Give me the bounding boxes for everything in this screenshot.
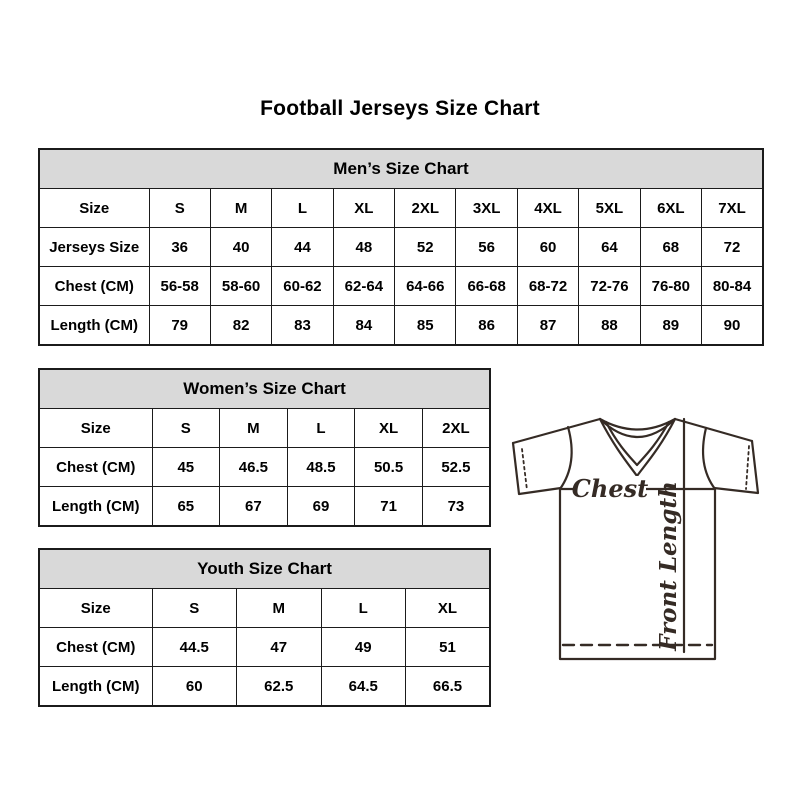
jersey-left-cuff-stitch (522, 449, 527, 490)
jersey-right-shoulder-line (675, 419, 752, 441)
youth-size-table (38, 548, 491, 707)
data-cell: 85 (395, 306, 456, 346)
data-cell: 79 (149, 306, 210, 346)
row-label: Size (39, 589, 152, 628)
data-cell: 46.5 (220, 448, 288, 487)
data-cell: 89 (640, 306, 701, 346)
data-cell: 87 (517, 306, 578, 346)
jersey-left-sleeve (513, 443, 561, 494)
data-cell: L (321, 589, 406, 628)
jersey-collar-back-arc-2 (600, 419, 675, 437)
data-cell: 86 (456, 306, 517, 346)
row-label: Length (CM) (39, 487, 152, 527)
data-cell: 80-84 (702, 267, 763, 306)
row-label: Length (CM) (39, 667, 152, 707)
data-cell: 4XL (517, 189, 578, 228)
data-cell: 90 (702, 306, 763, 346)
row-label: Chest (CM) (39, 267, 149, 306)
data-cell: 48 (333, 228, 394, 267)
data-cell: 69 (287, 487, 355, 527)
data-cell: 60 (152, 667, 237, 707)
data-cell: S (152, 409, 220, 448)
row-label: Chest (CM) (39, 628, 152, 667)
data-cell: S (152, 589, 237, 628)
data-cell: L (272, 189, 333, 228)
data-cell: XL (333, 189, 394, 228)
youth-table-title: Youth Size Chart (39, 549, 490, 589)
data-cell: M (210, 189, 271, 228)
womens-size-table (38, 368, 491, 527)
data-cell: 44 (272, 228, 333, 267)
data-cell: 60-62 (272, 267, 333, 306)
front-length-label: Front Length (655, 481, 682, 651)
data-cell: 44.5 (152, 628, 237, 667)
data-cell: 49 (321, 628, 406, 667)
data-cell: 50.5 (355, 448, 423, 487)
data-cell: 72-76 (579, 267, 640, 306)
data-cell: 68 (640, 228, 701, 267)
data-cell: 52.5 (422, 448, 490, 487)
data-cell: 51 (406, 628, 491, 667)
jersey-measurement-diagram (500, 396, 782, 692)
row-label: Size (39, 189, 149, 228)
row-label: Chest (CM) (39, 448, 152, 487)
data-cell: 45 (152, 448, 220, 487)
data-cell: 47 (237, 628, 322, 667)
jersey-right-armhole-seam (703, 428, 715, 489)
data-cell: XL (406, 589, 491, 628)
data-cell: 68-72 (517, 267, 578, 306)
data-cell: 82 (210, 306, 271, 346)
jersey-body-outline (560, 489, 715, 659)
mens-size-table (38, 148, 764, 346)
data-cell: M (220, 409, 288, 448)
data-cell: XL (355, 409, 423, 448)
data-cell: L (287, 409, 355, 448)
data-cell: 6XL (640, 189, 701, 228)
data-cell: 66-68 (456, 267, 517, 306)
data-cell: 56-58 (149, 267, 210, 306)
women-table-title: Women’s Size Chart (39, 369, 490, 409)
data-cell: 65 (152, 487, 220, 527)
data-cell: 52 (395, 228, 456, 267)
data-cell: 76-80 (640, 267, 701, 306)
data-cell: 83 (272, 306, 333, 346)
data-cell: 48.5 (287, 448, 355, 487)
jersey-right-sleeve (714, 441, 758, 493)
data-cell: 66.5 (406, 667, 491, 707)
data-cell: 2XL (395, 189, 456, 228)
data-cell: 7XL (702, 189, 763, 228)
data-cell: 64.5 (321, 667, 406, 707)
data-cell: 36 (149, 228, 210, 267)
row-label: Size (39, 409, 152, 448)
data-cell: 71 (355, 487, 423, 527)
data-cell: 56 (456, 228, 517, 267)
data-cell: 3XL (456, 189, 517, 228)
men-table-title: Men’s Size Chart (39, 149, 763, 189)
data-cell: 84 (333, 306, 394, 346)
data-cell: 40 (210, 228, 271, 267)
row-label: Jerseys Size (39, 228, 149, 267)
data-cell: 72 (702, 228, 763, 267)
page-title: Football Jerseys Size Chart (260, 97, 540, 120)
data-cell: 58-60 (210, 267, 271, 306)
data-cell: 64 (579, 228, 640, 267)
data-cell: 62-64 (333, 267, 394, 306)
data-cell: 62.5 (237, 667, 322, 707)
data-cell: 73 (422, 487, 490, 527)
data-cell: 5XL (579, 189, 640, 228)
jersey-right-cuff-stitch (746, 446, 749, 489)
data-cell: M (237, 589, 322, 628)
data-cell: 64-66 (395, 267, 456, 306)
jersey-left-armhole-seam (560, 427, 572, 489)
jersey-illustration (500, 396, 782, 692)
data-cell: S (149, 189, 210, 228)
data-cell: 67 (220, 487, 288, 527)
jersey-left-shoulder-line (513, 419, 600, 443)
data-cell: 88 (579, 306, 640, 346)
data-cell: 60 (517, 228, 578, 267)
chest-label: Chest (571, 474, 649, 503)
data-cell: 2XL (422, 409, 490, 448)
row-label: Length (CM) (39, 306, 149, 346)
